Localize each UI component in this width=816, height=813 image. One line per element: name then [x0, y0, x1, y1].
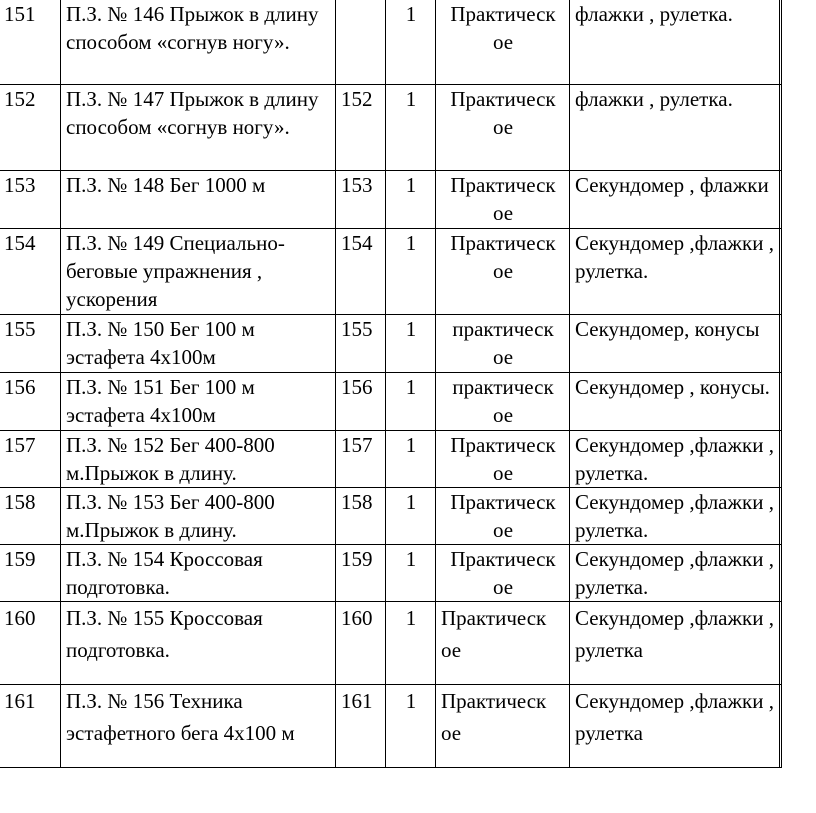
extra-column	[780, 544, 782, 601]
extra-column	[780, 601, 782, 684]
table-row	[0, 544, 782, 601]
table-row	[0, 0, 782, 84]
lesson-topic: П.З. № 148 Бег 1000 м	[61, 170, 336, 228]
lesson-topic: П.З. № 156 Техника эстафетного бега 4х100 м	[61, 684, 336, 767]
extra-column	[780, 84, 782, 170]
lesson-topic: П.З. № 155 Кроссовая подготовка.	[61, 601, 336, 684]
lesson-code: 161	[336, 684, 386, 767]
lesson-hours: 1	[386, 684, 436, 767]
lesson-code	[336, 0, 386, 84]
lesson-hours: 1	[386, 430, 436, 487]
lesson-hours: 1	[386, 84, 436, 170]
lesson-topic: П.З. № 154 Кроссовая подготовка.	[61, 544, 336, 601]
lesson-topic: П.З. № 147 Прыжок в длину способом «согнув ногу».	[61, 84, 336, 170]
lesson-topic: П.З. № 150 Бег 100 м эстафета 4х100м	[61, 314, 336, 372]
extra-column	[780, 314, 782, 372]
lesson-type: Практическ ое	[436, 84, 570, 170]
lesson-equipment: Секундомер, конусы	[570, 314, 780, 372]
table-row	[0, 228, 782, 314]
extra-column	[780, 372, 782, 430]
extra-column	[780, 430, 782, 487]
table-row	[0, 372, 782, 430]
row-number: 153	[0, 170, 61, 228]
table-row	[0, 601, 782, 684]
lesson-equipment: Секундомер ,флажки , рулетка.	[570, 430, 780, 487]
lesson-hours: 1	[386, 170, 436, 228]
table-row	[0, 684, 782, 767]
lesson-topic: П.З. № 146 Прыжок в длину способом «согнув ногу».	[61, 0, 336, 84]
lesson-type: Практическ ое	[436, 170, 570, 228]
lesson-equipment: Секундомер ,флажки , рулетка	[570, 601, 780, 684]
extra-column	[780, 170, 782, 228]
lesson-type: Практическ ое	[436, 430, 570, 487]
row-number: 151	[0, 0, 61, 84]
row-number: 157	[0, 430, 61, 487]
lesson-code: 157	[336, 430, 386, 487]
lesson-equipment: Секундомер ,флажки , рулетка.	[570, 487, 780, 544]
lesson-code: 155	[336, 314, 386, 372]
extra-column	[780, 487, 782, 544]
lesson-equipment: Секундомер , флажки	[570, 170, 780, 228]
lesson-equipment: Секундомер ,флажки , рулетка.	[570, 544, 780, 601]
lesson-code: 159	[336, 544, 386, 601]
lesson-hours: 1	[386, 0, 436, 84]
lesson-type: Практическ ое	[436, 228, 570, 314]
table-row	[0, 314, 782, 372]
lesson-type: Практическ ое	[436, 0, 570, 84]
lesson-type: Практическ ое	[436, 601, 570, 684]
lesson-hours: 1	[386, 372, 436, 430]
lesson-hours: 1	[386, 601, 436, 684]
row-number: 156	[0, 372, 61, 430]
lesson-equipment: Секундомер ,флажки , рулетка.	[570, 228, 780, 314]
row-number: 158	[0, 487, 61, 544]
table-row	[0, 84, 782, 170]
table-row	[0, 430, 782, 487]
table-row	[0, 487, 782, 544]
lesson-code: 160	[336, 601, 386, 684]
lesson-code: 156	[336, 372, 386, 430]
lesson-hours: 1	[386, 487, 436, 544]
extra-column	[780, 0, 782, 84]
lesson-equipment: флажки , рулетка.	[570, 84, 780, 170]
row-number: 155	[0, 314, 61, 372]
extra-column	[780, 684, 782, 767]
lesson-type: Практическ ое	[436, 684, 570, 767]
lesson-topic: П.З. № 152 Бег 400-800 м.Прыжок в длину.	[61, 430, 336, 487]
lesson-code: 154	[336, 228, 386, 314]
lesson-topic: П.З. № 151 Бег 100 м эстафета 4х100м	[61, 372, 336, 430]
lesson-code: 158	[336, 487, 386, 544]
lesson-code: 152	[336, 84, 386, 170]
lesson-equipment: Секундомер , конусы.	[570, 372, 780, 430]
lesson-type: практическ ое	[436, 372, 570, 430]
lesson-type: Практическ ое	[436, 487, 570, 544]
lesson-topic: П.З. № 153 Бег 400-800 м.Прыжок в длину.	[61, 487, 336, 544]
lesson-type: Практическ ое	[436, 544, 570, 601]
lesson-hours: 1	[386, 314, 436, 372]
lesson-type: практическ ое	[436, 314, 570, 372]
lesson-code: 153	[336, 170, 386, 228]
lesson-equipment: флажки , рулетка.	[570, 0, 780, 84]
table-row	[0, 170, 782, 228]
lesson-equipment: Секундомер ,флажки , рулетка	[570, 684, 780, 767]
row-number: 160	[0, 601, 61, 684]
lesson-hours: 1	[386, 228, 436, 314]
row-number: 152	[0, 84, 61, 170]
row-number: 154	[0, 228, 61, 314]
row-number: 161	[0, 684, 61, 767]
extra-column	[780, 228, 782, 314]
row-number: 159	[0, 544, 61, 601]
lesson-topic: П.З. № 149 Специально-беговые упражнения , ускорения	[61, 228, 336, 314]
lesson-hours: 1	[386, 544, 436, 601]
